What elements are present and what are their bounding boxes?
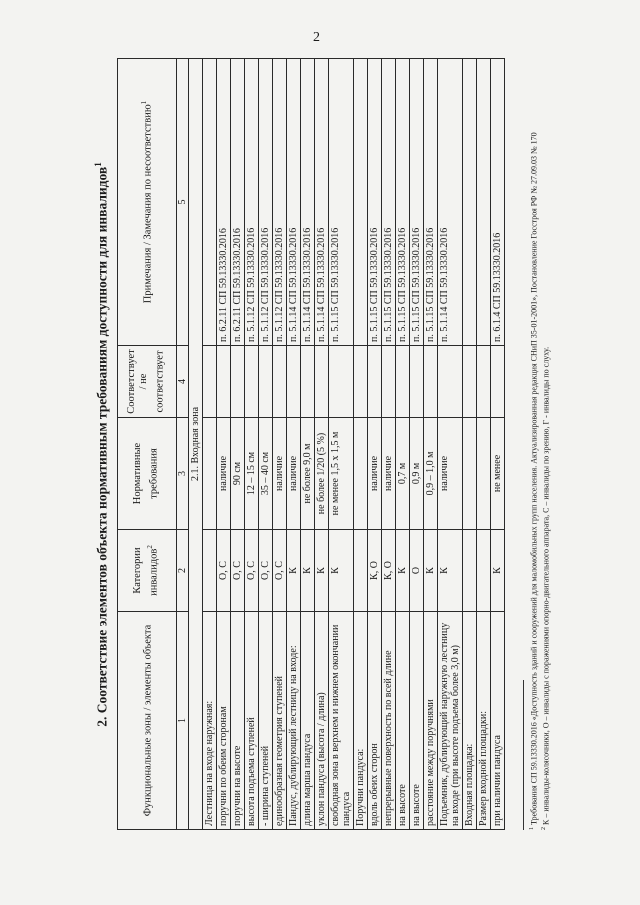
table-cell — [230, 346, 244, 418]
table-row — [258, 59, 272, 830]
table-cell — [462, 346, 476, 418]
table-row — [423, 59, 437, 830]
table-row — [437, 59, 462, 830]
table-cell: п. 5.1.14 СП 59.13330.2016 — [300, 59, 314, 346]
table-cell — [409, 346, 423, 418]
table-cell: вдоль обеих сторон — [367, 612, 381, 830]
table-cell: п. 5.1.15 СП 59.13330.2016 — [409, 59, 423, 346]
table-cell: на высоте — [409, 612, 423, 830]
table-cell — [202, 59, 216, 346]
table-cell: расстояние между поручнями — [423, 612, 437, 830]
table-cell: свободная зона в верхнем и нижнем окончании пандуса — [328, 612, 353, 830]
table-cell: п. 5.1.14 СП 59.13330.2016 — [437, 59, 462, 346]
table-cell — [286, 346, 300, 418]
column-number: 2 — [176, 530, 188, 612]
table-cell: п. 5.1.15 СП 59.13330.2016 — [381, 59, 395, 346]
table-cell: Подъемник, дублирующий наружную лестницу на входе (при высоте подъема более 3,0 м) — [437, 612, 462, 830]
table-cell — [300, 346, 314, 418]
table-cell: не более 9,0 м — [300, 418, 314, 530]
table-cell: 90 см — [230, 418, 244, 530]
table-row — [409, 59, 423, 830]
table-cell: К — [314, 530, 328, 612]
table-cell: О, С — [258, 530, 272, 612]
section-title: 2. Соответствие элементов объекта нормативным требованиям доступности для инвалидов$^1$ — [93, 162, 110, 727]
table-cell: К — [300, 530, 314, 612]
table-cell — [490, 346, 504, 418]
column-header-1: Функциональные зоны / элементы объекта — [117, 612, 176, 830]
column-number: 1 — [176, 612, 188, 830]
table-cell: п. 5.1.12 СП 59.13330.2016 — [244, 59, 258, 346]
table-cell: не менее 1,5 х 1,5 м — [328, 418, 353, 530]
table-cell: наличие — [437, 418, 462, 530]
table-cell — [216, 346, 230, 418]
table-cell: К — [286, 530, 300, 612]
table-cell: длина марша пандуса — [300, 612, 314, 830]
table-row — [202, 59, 216, 830]
column-header-2: Категории инвалидов$^2$ — [117, 530, 176, 612]
table-cell — [353, 59, 367, 346]
table-cell — [353, 530, 367, 612]
table-row — [395, 59, 409, 830]
table-cell: п. 5.1.12 СП 59.13330.2016 — [272, 59, 286, 346]
table-cell: п. 6.2.11 СП 59.13330.2016 — [216, 59, 230, 346]
accessibility-table — [117, 58, 505, 830]
table-row — [490, 59, 504, 830]
column-number-row — [176, 59, 188, 830]
table-cell: К, О — [381, 530, 395, 612]
table-cell: п. 5.1.15 СП 59.13330.2016 — [367, 59, 381, 346]
table-cell — [202, 530, 216, 612]
table-cell: наличие — [367, 418, 381, 530]
table-cell: Поручни пандуса: — [353, 612, 367, 830]
table-cell: непрерывные поверхность по всей длине — [381, 612, 395, 830]
table-cell — [462, 59, 476, 346]
table-cell: п. 6.2.11 СП 59.13330.2016 — [230, 59, 244, 346]
table-cell: 0,9 м — [409, 418, 423, 530]
table-cell: 0,7 м — [395, 418, 409, 530]
table-cell: п. 5.1.15 СП 59.13330.2016 — [395, 59, 409, 346]
table-cell — [462, 418, 476, 530]
column-number: 5 — [176, 59, 188, 346]
table-cell — [462, 530, 476, 612]
table-cell: Лестница на входе наружная: — [202, 612, 216, 830]
table-cell: на высоте — [395, 612, 409, 830]
table-cell: высота подъема ступеней — [244, 612, 258, 830]
header-row — [117, 59, 176, 830]
table-row — [462, 59, 476, 830]
table-row — [230, 59, 244, 830]
column-header-3: Нормативные требования — [117, 418, 176, 530]
table-cell — [437, 346, 462, 418]
table-cell: Входная площадка: — [462, 612, 476, 830]
table-cell: наличие — [272, 418, 286, 530]
table-cell — [202, 346, 216, 418]
table-row — [300, 59, 314, 830]
table-cell — [244, 346, 258, 418]
footnote-1: $^1$ Требования СП 59.13330.2016 «Доступность зданий и сооружений для маломобильных групп населения. Актуализированная редакция СНиП 35-01-2001», Постановление Госстроя РФ № 27.09.03 № 170 — [528, 132, 539, 830]
table-cell: п. 6.1.4 СП 59.13330.2016 — [490, 59, 504, 346]
table-row — [244, 59, 258, 830]
table-cell: п. 5.1.14 СП 59.13330.2016 — [314, 59, 328, 346]
table-row — [314, 59, 328, 830]
table-cell: О, С — [244, 530, 258, 612]
table-cell: не менее — [490, 418, 504, 530]
table-cell — [328, 346, 353, 418]
table-cell — [476, 59, 490, 346]
table-cell: 12 – 15 см — [244, 418, 258, 530]
table-cell: п. 5.1.15 СП 59.13330.2016 — [328, 59, 353, 346]
table-cell: уклон пандуса (высота / длина) — [314, 612, 328, 830]
table-cell — [476, 346, 490, 418]
table-row — [272, 59, 286, 830]
zone-title: 2.1. Входная зона — [188, 59, 202, 830]
table-body — [188, 59, 504, 830]
table-cell: поручни на высоте — [230, 612, 244, 830]
table-row — [286, 59, 300, 830]
footnote-divider — [523, 680, 524, 830]
table-cell: К — [437, 530, 462, 612]
table-cell: О, С — [230, 530, 244, 612]
table-cell: К — [328, 530, 353, 612]
table-cell — [314, 346, 328, 418]
table-cell: О, С — [272, 530, 286, 612]
table-row — [367, 59, 381, 830]
table-row — [381, 59, 395, 830]
table-cell — [381, 346, 395, 418]
table-cell: 35 – 40 см — [258, 418, 272, 530]
table-cell: 0,9 – 1,0 м — [423, 418, 437, 530]
table-row — [476, 59, 490, 830]
table-cell: О, С — [216, 530, 230, 612]
table-cell — [423, 346, 437, 418]
table-cell: при наличии пандуса — [490, 612, 504, 830]
footnotes — [523, 59, 552, 830]
column-number: 3 — [176, 418, 188, 530]
column-number: 4 — [176, 346, 188, 418]
table-cell: наличие — [216, 418, 230, 530]
table-cell: не более 1/20 (5 %) — [314, 418, 328, 530]
table-cell: К, О — [367, 530, 381, 612]
zone-row — [188, 59, 202, 830]
column-header-4: Соответствует / не соответствует — [117, 346, 176, 418]
table-cell — [353, 346, 367, 418]
rotated-content — [93, 59, 551, 830]
table-cell: Пандус, дублирующий лестницу на входе: — [286, 612, 300, 830]
table-cell — [476, 418, 490, 530]
table-cell — [395, 346, 409, 418]
table-cell: поручни по обеим сторонам — [216, 612, 230, 830]
footnote-2: $^2$ К – инвалиды-колясочники, О – инвалиды с поражениями опорно-двигательного аппарата, С – инвалиды по зрению, Г - инвалиды по слуху. — [541, 346, 551, 830]
table-cell: К — [395, 530, 409, 612]
table-row — [216, 59, 230, 830]
table-cell: п. 5.1.12 СП 59.13330.2016 — [258, 59, 272, 346]
table-cell: К — [490, 530, 504, 612]
table-cell: единообразная геометрия ступеней — [272, 612, 286, 830]
table-cell: - ширина ступеней — [258, 612, 272, 830]
table-cell: К — [423, 530, 437, 612]
table-cell: О — [409, 530, 423, 612]
table-row — [353, 59, 367, 830]
page-number: 2 — [313, 30, 320, 45]
table-cell — [258, 346, 272, 418]
table-cell — [202, 418, 216, 530]
table-cell: наличие — [286, 418, 300, 530]
table-cell — [272, 346, 286, 418]
column-header-5: Примечания / Замечания по несоответствию$^1$ — [117, 59, 176, 346]
table-cell: наличие — [381, 418, 395, 530]
table-cell — [353, 418, 367, 530]
table-row — [328, 59, 353, 830]
table-cell — [367, 346, 381, 418]
table-cell — [476, 530, 490, 612]
table-cell: п. 5.1.14 СП 59.13330.2016 — [286, 59, 300, 346]
table-cell: п. 5.1.15 СП 59.13330.2016 — [423, 59, 437, 346]
table-cell: Размер входной площадки: — [476, 612, 490, 830]
